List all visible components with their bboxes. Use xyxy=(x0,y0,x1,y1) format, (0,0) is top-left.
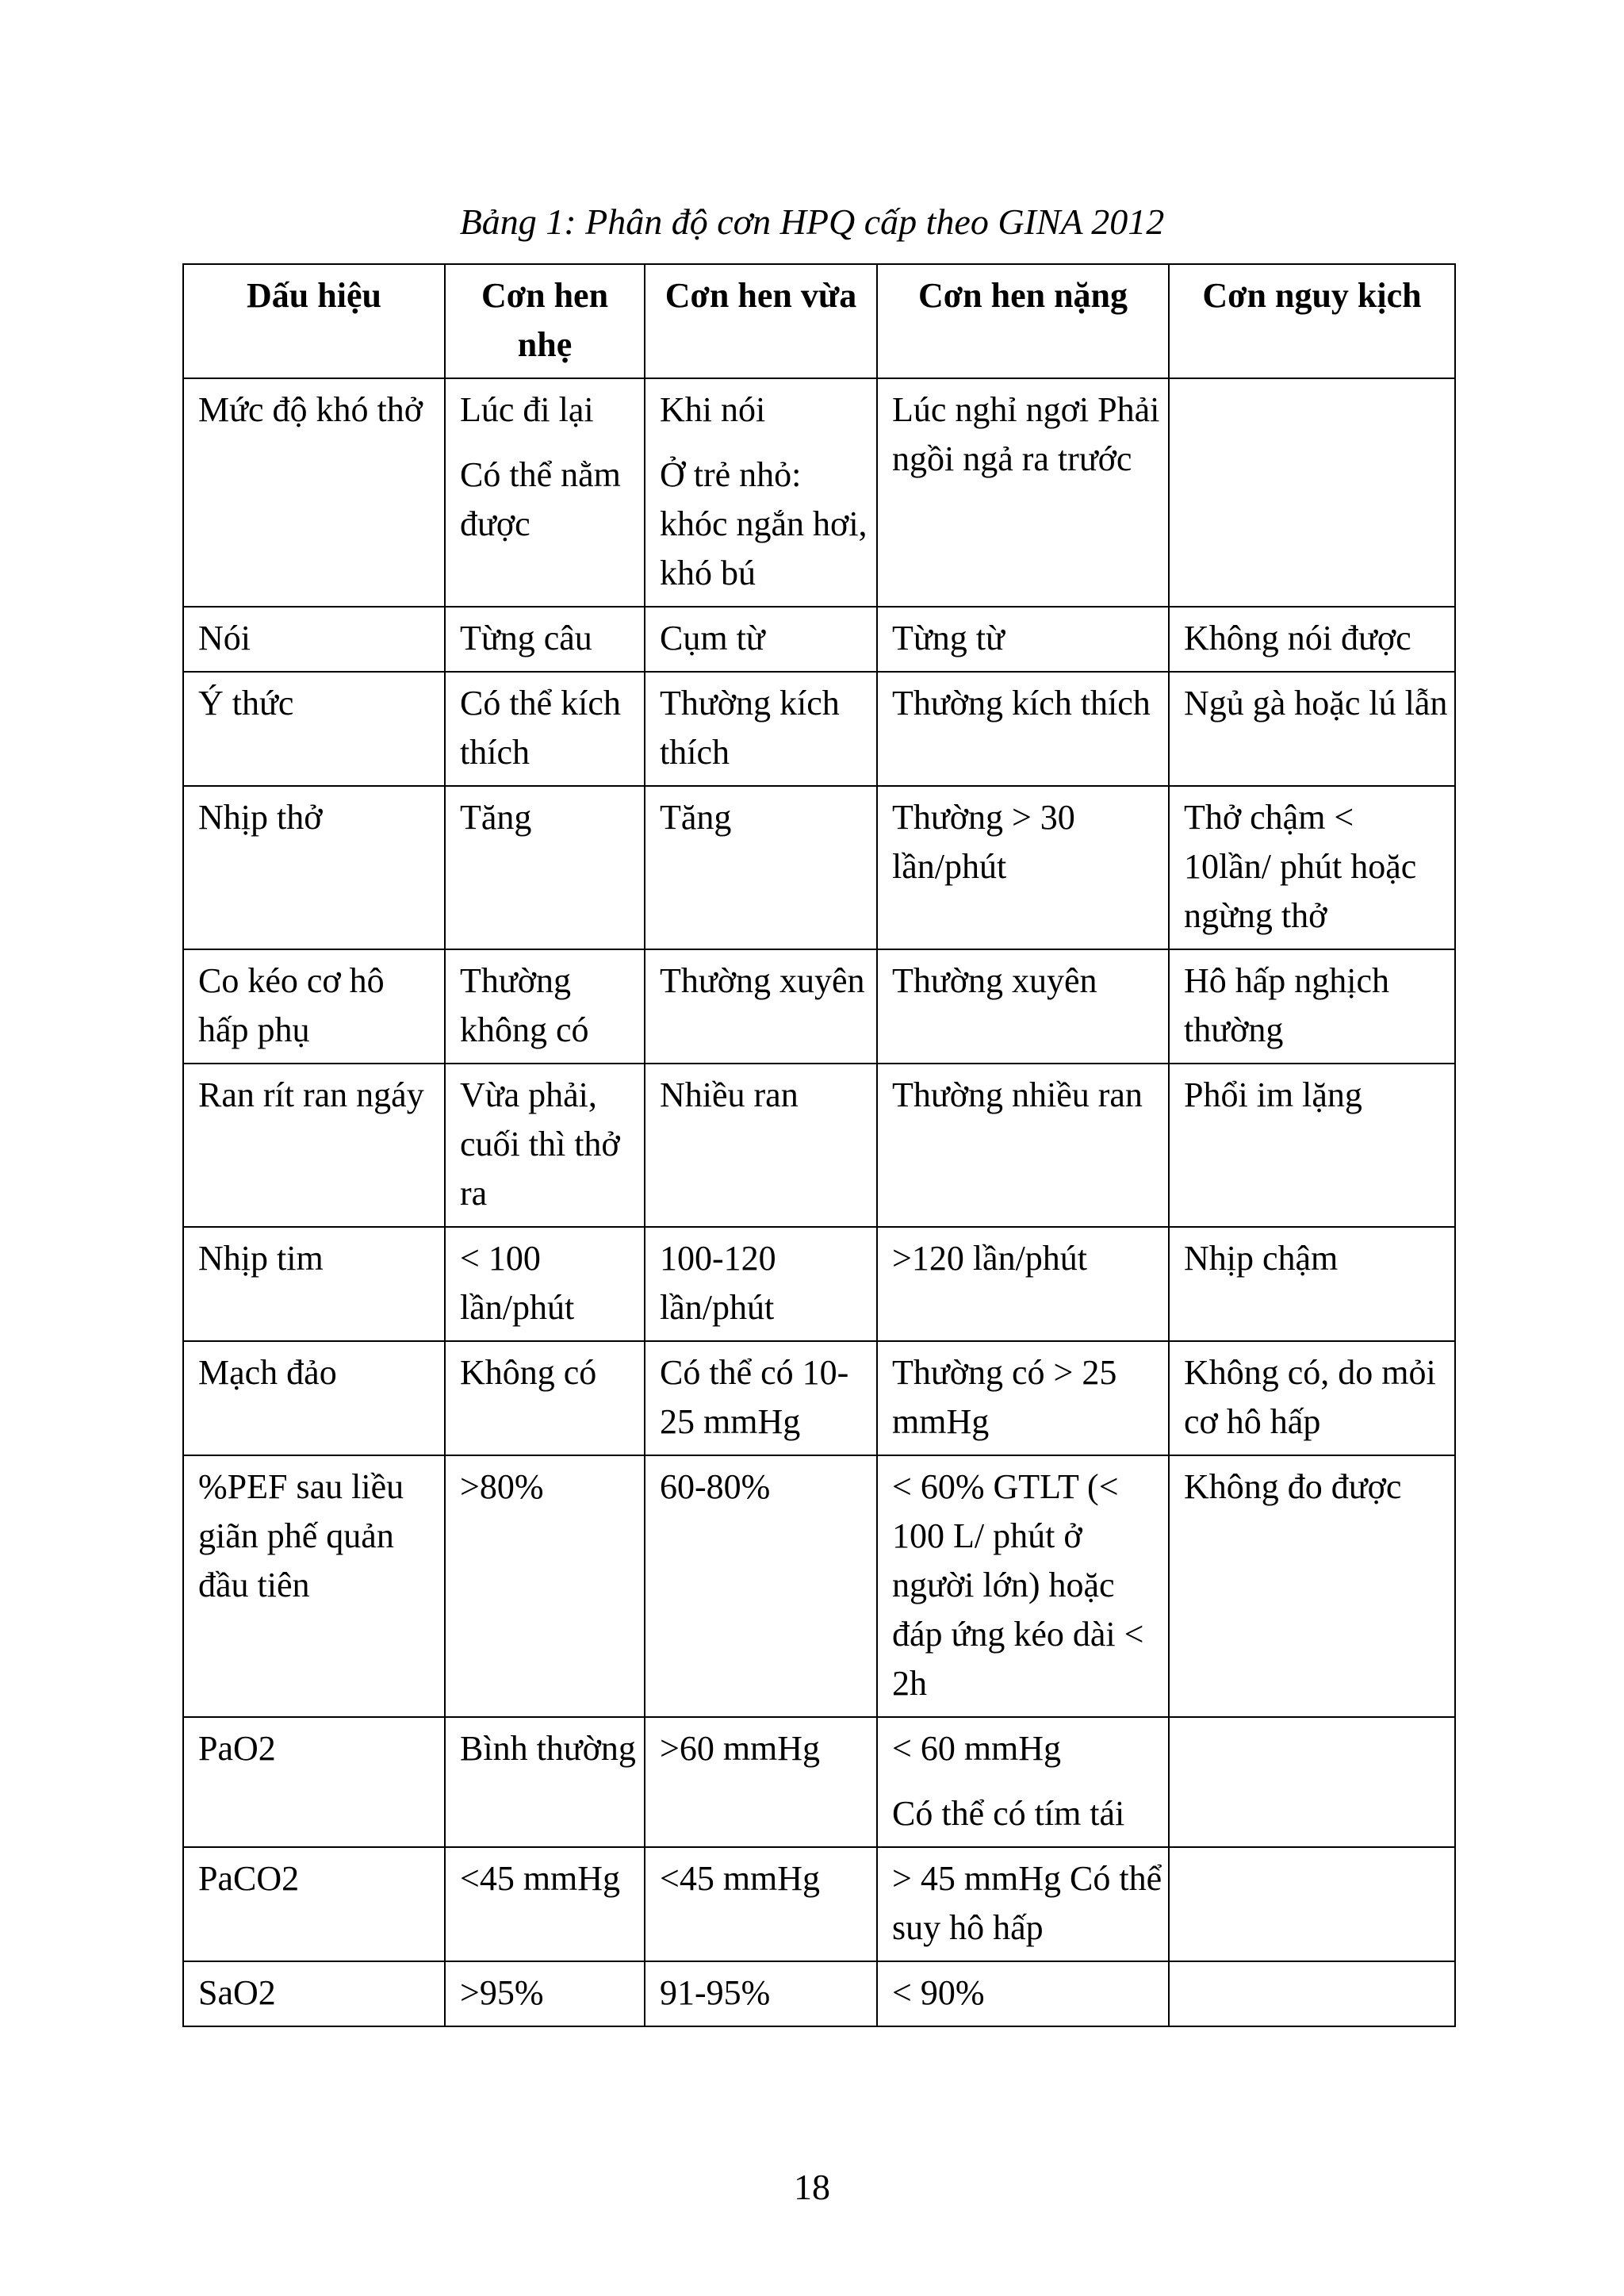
cell-sign: Mức độ khó thở xyxy=(183,378,445,607)
cell-text: Thường kích thích xyxy=(892,684,1151,723)
table-row xyxy=(183,949,1455,1064)
table-caption: Bảng 1: Phân độ cơn HPQ cấp theo GINA 2012 xyxy=(459,201,1165,242)
header-sign: Dấu hiệu xyxy=(183,264,445,378)
cell-moderate xyxy=(645,1455,877,1717)
cell-severe xyxy=(877,1455,1169,1717)
cell-text: Lúc đi lại xyxy=(460,390,594,429)
cell-mild xyxy=(445,786,645,949)
cell-severe xyxy=(877,672,1169,786)
cell-sign: Ran rít ran ngáy xyxy=(183,1064,445,1227)
cell-sign: PaO2 xyxy=(183,1717,445,1847)
cell-text: Tăng xyxy=(460,798,532,837)
cell-mild xyxy=(445,1227,645,1341)
cell-sign: Mạch đảo xyxy=(183,1341,445,1455)
cell-mild xyxy=(445,672,645,786)
cell-text: > 45 mmHg Có thể suy hô hấp xyxy=(892,1859,1162,1947)
cell-text: >95% xyxy=(460,1973,544,2012)
table-row xyxy=(183,672,1455,786)
cell-severe xyxy=(877,378,1169,607)
cell-severe xyxy=(877,1717,1169,1847)
cell-text: < 60% GTLT (< 100 L/ phút ở người lớn) hoặc đáp ứng kéo dài < 2h xyxy=(892,1467,1144,1703)
table-row xyxy=(183,1847,1455,1961)
cell-sign: PaCO2 xyxy=(183,1847,445,1961)
cell-mild xyxy=(445,1064,645,1227)
cell-moderate xyxy=(645,1847,877,1961)
table-row xyxy=(183,1455,1455,1717)
cell-severe xyxy=(877,949,1169,1064)
cell-text: Không có, do mỏi cơ hô hấp xyxy=(1184,1353,1436,1441)
cell-text: 60-80% xyxy=(660,1467,771,1506)
cell-moderate xyxy=(645,1961,877,2026)
cell-text: < 90% xyxy=(892,1973,985,2012)
table-row xyxy=(183,1961,1455,2026)
cell-moderate xyxy=(645,607,877,672)
cell-text: Thường kích thích xyxy=(660,684,840,772)
cell-mild xyxy=(445,1341,645,1455)
cell-sign: %PEF sau liều giãn phế quản đầu tiên xyxy=(183,1455,445,1717)
cell-text: Ngủ gà hoặc lú lẫn xyxy=(1184,684,1448,723)
cell-critical xyxy=(1169,1064,1455,1227)
cell-text: Thường xuyên xyxy=(660,961,865,1000)
cell-sign: Nhịp thở xyxy=(183,786,445,949)
cell-text: Không nói được xyxy=(1184,619,1411,657)
table-row xyxy=(183,1064,1455,1227)
cell-sign: Nhịp tim xyxy=(183,1227,445,1341)
header-row xyxy=(183,264,1455,378)
cell-text: Thường > 30 lần/phút xyxy=(892,798,1075,886)
table-row xyxy=(183,786,1455,949)
header-critical: Cơn nguy kịch xyxy=(1169,264,1455,378)
cell-mild xyxy=(445,1717,645,1847)
cell-text: Từng câu xyxy=(460,619,592,657)
cell-text: Thường xuyên xyxy=(892,961,1097,1000)
cell-moderate xyxy=(645,378,877,607)
cell-mild xyxy=(445,607,645,672)
cell-text: Thở chậm < 10lần/ phút hoặc ngừng thở xyxy=(1184,798,1417,935)
cell-moderate xyxy=(645,786,877,949)
cell-text: < 60 mmHg xyxy=(892,1729,1062,1768)
cell-mild xyxy=(445,949,645,1064)
cell-text: Từng từ xyxy=(892,619,1005,657)
cell-text: Thường có > 25 mmHg xyxy=(892,1353,1117,1441)
cell-text: 91-95% xyxy=(660,1973,771,2012)
cell-critical xyxy=(1169,1847,1455,1961)
cell-text: Bình thường xyxy=(460,1729,636,1768)
cell-critical xyxy=(1169,1227,1455,1341)
cell-text: Khi nói xyxy=(660,390,766,429)
cell-text: 100-120 lần/phút xyxy=(660,1239,776,1327)
cell-text: Hô hấp nghịch thường xyxy=(1184,961,1390,1049)
cell-moderate xyxy=(645,1717,877,1847)
cell-sign: SaO2 xyxy=(183,1961,445,2026)
cell-mild xyxy=(445,1455,645,1717)
table-row xyxy=(183,1227,1455,1341)
cell-critical xyxy=(1169,1717,1455,1847)
asthma-severity-table xyxy=(182,263,1456,2027)
cell-mild xyxy=(445,378,645,607)
cell-critical xyxy=(1169,1961,1455,2026)
cell-text: >80% xyxy=(460,1467,544,1506)
header-moderate: Cơn hen vừa xyxy=(645,264,877,378)
cell-text: Có thể có 10-25 mmHg xyxy=(660,1353,849,1441)
cell-severe xyxy=(877,1341,1169,1455)
cell-severe xyxy=(877,1064,1169,1227)
cell-severe xyxy=(877,1847,1169,1961)
cell-critical xyxy=(1169,949,1455,1064)
table-row xyxy=(183,607,1455,672)
cell-moderate xyxy=(645,1227,877,1341)
cell-sign: Ý thức xyxy=(183,672,445,786)
cell-text: Tăng xyxy=(660,798,732,837)
cell-text: Có thể kích thích xyxy=(460,684,621,772)
cell-moderate xyxy=(645,949,877,1064)
table-row xyxy=(183,1341,1455,1455)
cell-critical xyxy=(1169,1455,1455,1717)
cell-critical xyxy=(1169,786,1455,949)
table-header xyxy=(183,264,1455,378)
cell-text: Thường không có xyxy=(460,961,589,1049)
cell-text: Phổi im lặng xyxy=(1184,1075,1362,1114)
cell-severe xyxy=(877,1227,1169,1341)
cell-severe xyxy=(877,607,1169,672)
cell-text: Nhịp chậm xyxy=(1184,1239,1339,1278)
cell-text: >60 mmHg xyxy=(660,1729,821,1768)
cell-text: Cụm từ xyxy=(660,619,765,657)
cell-critical xyxy=(1169,378,1455,607)
cell-text: Nhiều ran xyxy=(660,1075,799,1114)
cell-sign: Co kéo cơ hô hấp phụ xyxy=(183,949,445,1064)
cell-moderate xyxy=(645,1341,877,1455)
cell-text: Không có xyxy=(460,1353,597,1392)
cell-critical xyxy=(1169,1341,1455,1455)
table-body xyxy=(183,378,1455,2026)
table-row xyxy=(183,1717,1455,1847)
cell-text: < 100 lần/phút xyxy=(460,1239,575,1327)
cell-severe xyxy=(877,1961,1169,2026)
cell-text: Không đo được xyxy=(1184,1467,1402,1506)
table-row xyxy=(183,378,1455,607)
page-number: 18 xyxy=(794,2167,830,2207)
cell-text: Có thể có tím tái xyxy=(892,1794,1125,1833)
cell-mild xyxy=(445,1847,645,1961)
cell-severe xyxy=(877,786,1169,949)
cell-text: >120 lần/phút xyxy=(892,1239,1088,1278)
cell-text: Vừa phải, cuối thì thở ra xyxy=(460,1075,620,1213)
header-severe: Cơn hen nặng xyxy=(877,264,1169,378)
cell-moderate xyxy=(645,1064,877,1227)
header-mild: Cơn hen nhẹ xyxy=(445,264,645,378)
cell-mild xyxy=(445,1961,645,2026)
cell-text: Có thể nằm được xyxy=(460,455,621,543)
cell-sign: Nói xyxy=(183,607,445,672)
cell-text: Lúc nghỉ ngơi Phải ngồi ngả ra trước xyxy=(892,390,1160,478)
cell-text: Thường nhiều ran xyxy=(892,1075,1143,1114)
cell-critical xyxy=(1169,607,1455,672)
cell-text: <45 mmHg xyxy=(460,1859,621,1898)
cell-text: Ở trẻ nhỏ: khóc ngắn hơi, khó bú xyxy=(660,455,868,592)
cell-text: <45 mmHg xyxy=(660,1859,821,1898)
cell-critical xyxy=(1169,672,1455,786)
cell-moderate xyxy=(645,672,877,786)
